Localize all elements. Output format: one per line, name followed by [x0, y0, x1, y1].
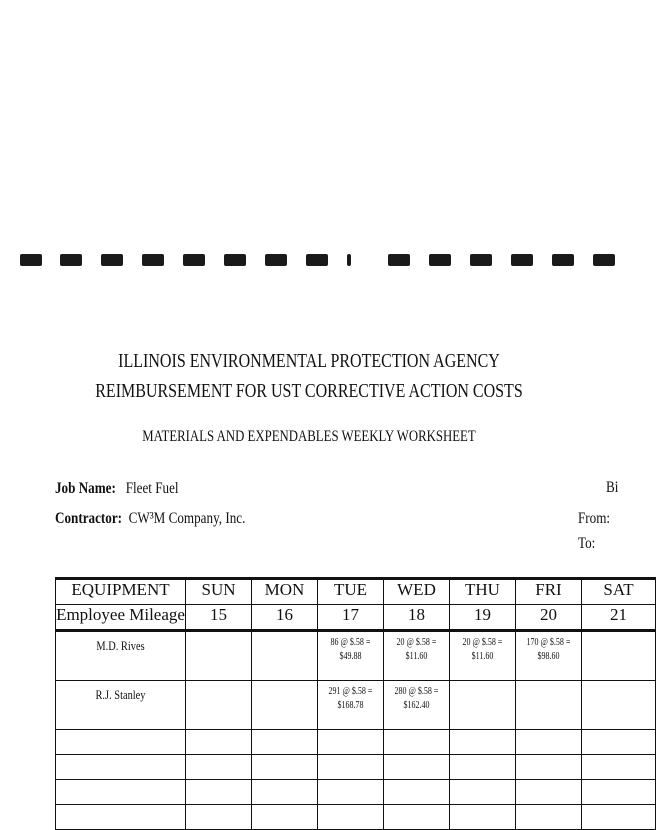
blank-cell	[318, 755, 384, 780]
blank-cell	[582, 805, 656, 830]
mileage-cell	[252, 631, 318, 681]
day-date-tue: 17	[318, 605, 384, 631]
perforation-dash	[101, 254, 123, 266]
day-header-wed: WED	[384, 579, 450, 605]
blank-cell	[318, 805, 384, 830]
perforation-dash	[183, 254, 205, 266]
employee-cell	[56, 631, 186, 681]
blank-cell	[186, 755, 252, 780]
perforation-dash	[265, 254, 287, 266]
worksheet-title: MATERIALS AND EXPENDABLES WEEKLY WORKSHEET	[142, 428, 476, 445]
blank-cell	[450, 780, 516, 805]
to-label: To:	[578, 535, 596, 552]
mileage-cell	[450, 681, 516, 730]
blank-cell	[252, 755, 318, 780]
agency-title: ILLINOIS ENVIRONMENTAL PROTECTION AGENCY	[118, 350, 500, 372]
mileage-cell	[582, 631, 656, 681]
blank-cell	[318, 730, 384, 755]
blank-cell	[582, 730, 656, 755]
employee-name: M.D. Rives	[96, 638, 145, 653]
blank-cell	[384, 780, 450, 805]
mileage-cell	[186, 681, 252, 730]
table-row	[56, 681, 656, 730]
from-label: From:	[578, 510, 611, 527]
perforation-dash	[552, 254, 574, 266]
blank-cell	[186, 805, 252, 830]
equipment-header: EQUIPMENT	[56, 579, 186, 605]
blank-cell	[56, 805, 186, 830]
perforation-dash	[429, 254, 451, 266]
mileage-cell: 170 @ $.58 = $98.60	[516, 631, 582, 681]
employee-mileage-header: Employee Mileage	[56, 605, 186, 631]
mileage-cell	[582, 681, 656, 730]
perforation-dash	[306, 254, 328, 266]
blank-cell	[56, 730, 186, 755]
day-name-row	[56, 579, 656, 605]
blank-cell	[384, 755, 450, 780]
perforation-dash	[511, 254, 533, 266]
day-date-sat: 21	[582, 605, 656, 631]
employee-name: R.J. Stanley	[95, 687, 146, 702]
day-header-mon: MON	[252, 579, 318, 605]
job-name-value: Fleet Fuel	[125, 480, 179, 497]
blank-cell	[450, 755, 516, 780]
perforation-dash	[593, 254, 615, 266]
day-header-sat: SAT	[582, 579, 656, 605]
blank-cell	[186, 730, 252, 755]
blank-cell	[450, 730, 516, 755]
table-row	[56, 755, 656, 780]
day-date-fri: 20	[516, 605, 582, 631]
blank-cell	[252, 805, 318, 830]
day-date-sun: 15	[186, 605, 252, 631]
program-title: REIMBURSEMENT FOR UST CORRECTIVE ACTION COSTS	[95, 380, 523, 402]
day-header-sun: SUN	[186, 579, 252, 605]
table-row	[56, 730, 656, 755]
table-row	[56, 631, 656, 681]
day-header-thu: THU	[450, 579, 516, 605]
table-row	[56, 805, 656, 830]
contractor-value: CW³M Company, Inc.	[128, 510, 246, 527]
blank-cell	[384, 805, 450, 830]
mileage-cell: 291 @ $.58 = $168.78	[318, 681, 384, 730]
employee-cell	[56, 681, 186, 730]
perforation-dash	[20, 254, 42, 266]
blank-cell	[450, 805, 516, 830]
worksheet-table	[55, 577, 656, 830]
day-header-fri: FRI	[516, 579, 582, 605]
day-date-row	[56, 605, 656, 631]
perforation-line	[0, 254, 618, 268]
table-row	[56, 780, 656, 805]
blank-cell	[186, 780, 252, 805]
blank-cell	[56, 780, 186, 805]
day-date-mon: 16	[252, 605, 318, 631]
perforation-dash	[388, 254, 410, 266]
mileage-cell: 280 @ $.58 = $162.40	[384, 681, 450, 730]
mileage-cell: 20 @ $.58 = $11.60	[384, 631, 450, 681]
mileage-cell: 86 @ $.58 = $49.88	[318, 631, 384, 681]
blank-cell	[582, 780, 656, 805]
day-header-tue: TUE	[318, 579, 384, 605]
day-date-thu: 19	[450, 605, 516, 631]
perforation-dash	[142, 254, 164, 266]
blank-cell	[516, 755, 582, 780]
blank-cell	[252, 780, 318, 805]
mileage-cell	[186, 631, 252, 681]
blank-cell	[318, 780, 384, 805]
perforation-dash	[60, 254, 82, 266]
billing-label: Bi	[606, 479, 619, 496]
contractor-line	[55, 510, 245, 528]
blank-cell	[384, 730, 450, 755]
mileage-cell	[252, 681, 318, 730]
perforation-dash	[470, 254, 492, 266]
blank-cell	[516, 730, 582, 755]
perforation-dash	[347, 254, 351, 266]
job-name-label: Job Name:	[55, 480, 116, 497]
blank-cell	[56, 755, 186, 780]
blank-cell	[582, 755, 656, 780]
perforation-dash	[224, 254, 246, 266]
blank-cell	[516, 805, 582, 830]
blank-cell	[252, 730, 318, 755]
job-name-line	[55, 480, 179, 498]
contractor-label: Contractor:	[55, 510, 123, 527]
mileage-cell	[516, 681, 582, 730]
blank-cell	[516, 780, 582, 805]
mileage-cell: 20 @ $.58 = $11.60	[450, 631, 516, 681]
day-date-wed: 18	[384, 605, 450, 631]
